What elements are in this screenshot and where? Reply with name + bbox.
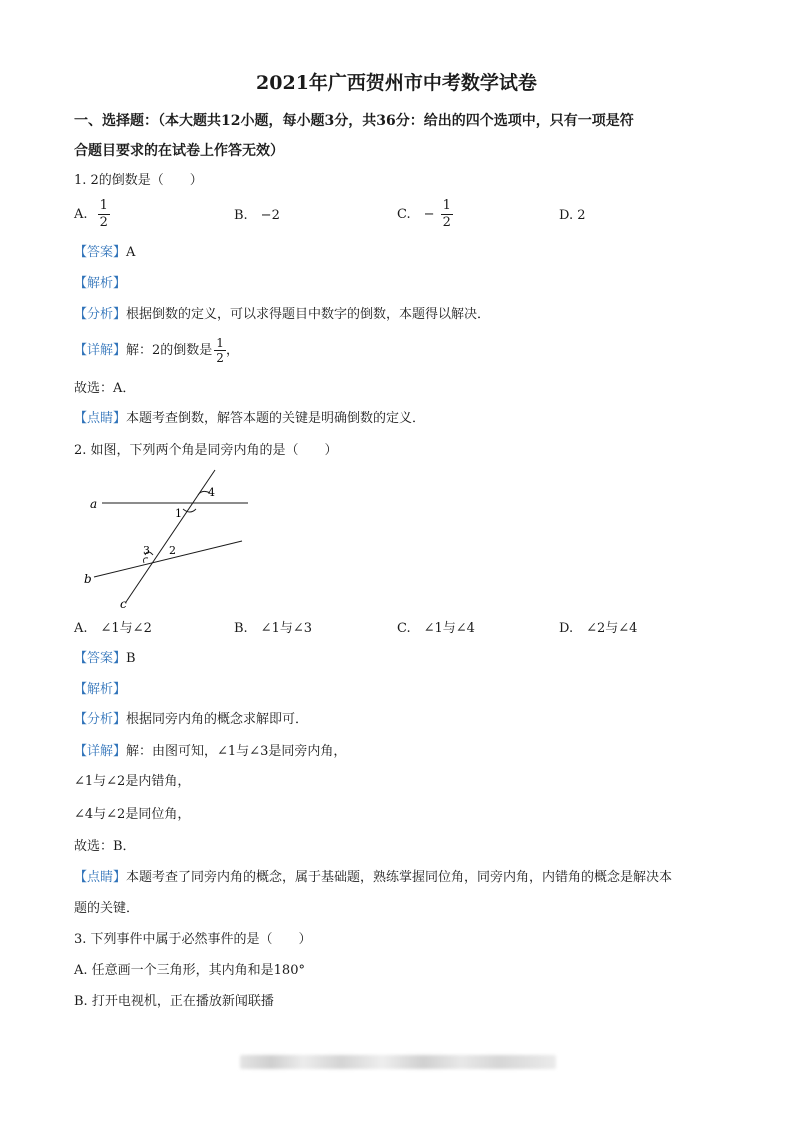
- q2-answer: [74, 650, 136, 668]
- label-angle-2: 2: [169, 544, 176, 557]
- answer-value: A: [126, 245, 136, 260]
- fenxi-text: 根据同旁内角的概念求解即可．: [126, 712, 309, 727]
- angle-3-arc: [144, 558, 149, 563]
- q2-option-c: C. ∠1与∠4: [397, 621, 475, 636]
- q1-option-b: B. −2: [234, 208, 280, 223]
- q1-option-c: [397, 198, 453, 231]
- q2-xiangjie: [74, 743, 346, 761]
- q2-dianjing-line2: 题的关键．: [74, 901, 140, 916]
- q1-option-a-fraction: [98, 198, 110, 231]
- dianjing-text: 本题考查倒数，解答本题的关键是明确倒数的定义．: [126, 411, 426, 426]
- q1-option-d: D. 2: [559, 208, 586, 223]
- q1-stem: 1. 2的倒数是（ ）: [74, 173, 203, 188]
- xiangjie-suffix: ，: [225, 343, 239, 358]
- q1-answer: [74, 244, 135, 262]
- dianjing-text: 本题考查了同旁内角的概念，属于基础题，熟练掌握同位角，同旁内角，内错角的概念是解决本: [126, 870, 673, 885]
- q2-detail-line2: ∠1与∠2是内错角，: [74, 774, 191, 789]
- answer-value: B: [126, 651, 136, 666]
- label-a: a: [90, 497, 98, 511]
- xiangjie-text: 解：由图可知，∠1与∠3是同旁内角，: [126, 744, 347, 759]
- q1-option-c-label: C. −: [397, 207, 435, 222]
- section-heading-line1: 一、选择题：（本大题共12小题，每小题3分，共36分：给出的四个选项中，只有一项是符: [74, 113, 634, 129]
- page-title: 2021年广西贺州市中考数学试卷: [256, 72, 537, 94]
- q1-option-c-fraction: [441, 198, 453, 231]
- label-b: b: [84, 572, 92, 586]
- xiangjie-fraction: [214, 336, 226, 365]
- fraction-numerator: 1: [99, 198, 108, 213]
- xiangjie-tag: 【详解】: [74, 744, 127, 759]
- q1-option-a: [74, 198, 110, 231]
- q1-dianjing: [74, 410, 425, 428]
- fraction-denominator: 2: [216, 351, 224, 365]
- q3-stem: 3. 下列事件中属于必然事件的是（ ）: [74, 932, 312, 947]
- fenxi-tag: 【分析】: [74, 712, 127, 727]
- label-angle-3: 3: [143, 544, 150, 557]
- fraction-denominator: 2: [442, 215, 451, 230]
- fraction-numerator: 1: [216, 336, 224, 350]
- line-b: [94, 541, 242, 577]
- q2-option-a: A. ∠1与∠2: [74, 621, 152, 636]
- q2-guxuan: 故选：B．: [74, 839, 136, 854]
- blurred-footer-watermark: [240, 1055, 556, 1069]
- section-heading-line2: 合题目要求的在试卷上作答无效）: [74, 143, 284, 159]
- q2-parallel-lines-figure: [80, 465, 260, 615]
- q1-xiangjie: [74, 336, 239, 365]
- label-c: c: [120, 597, 127, 611]
- fenxi-tag: 【分析】: [74, 307, 127, 322]
- fraction-denominator: 2: [99, 215, 108, 230]
- xiangjie-tag: 【详解】: [74, 343, 127, 358]
- q3-option-b: B. 打开电视机，正在播放新闻联播: [74, 994, 274, 1009]
- q1-fenxi: [74, 306, 490, 324]
- q2-detail-line3: ∠4与∠2是同位角，: [74, 807, 191, 822]
- q2-option-d: D. ∠2与∠4: [559, 621, 638, 636]
- q1-option-a-label: A.: [74, 207, 88, 222]
- q2-analysis-tag: 【解析】: [74, 682, 127, 697]
- xiangjie-text: 解：2的倒数是: [126, 343, 213, 358]
- line-c: [126, 470, 215, 602]
- q1-guxuan: 故选：A．: [74, 381, 136, 396]
- fraction-numerator: 1: [442, 198, 451, 213]
- q2-dianjing: [74, 869, 672, 887]
- dianjing-tag: 【点睛】: [74, 870, 127, 885]
- q2-option-b: B. ∠1与∠3: [234, 621, 313, 636]
- label-angle-1: 1: [175, 507, 182, 520]
- fenxi-text: 根据倒数的定义，可以求得题目中数字的倒数，本题得以解决．: [126, 307, 491, 322]
- answer-tag: 【答案】: [74, 651, 127, 666]
- label-angle-4: 4: [208, 486, 215, 499]
- answer-tag: 【答案】: [74, 245, 127, 260]
- angle-1-arc: [183, 509, 196, 512]
- q2-stem: 2. 如图，下列两个角是同旁内角的是（ ）: [74, 443, 338, 458]
- q2-fenxi: [74, 711, 308, 729]
- q3-option-a: A. 任意画一个三角形，其内角和是180°: [74, 963, 305, 978]
- q1-analysis-tag: 【解析】: [74, 276, 127, 291]
- dianjing-tag: 【点睛】: [74, 411, 127, 426]
